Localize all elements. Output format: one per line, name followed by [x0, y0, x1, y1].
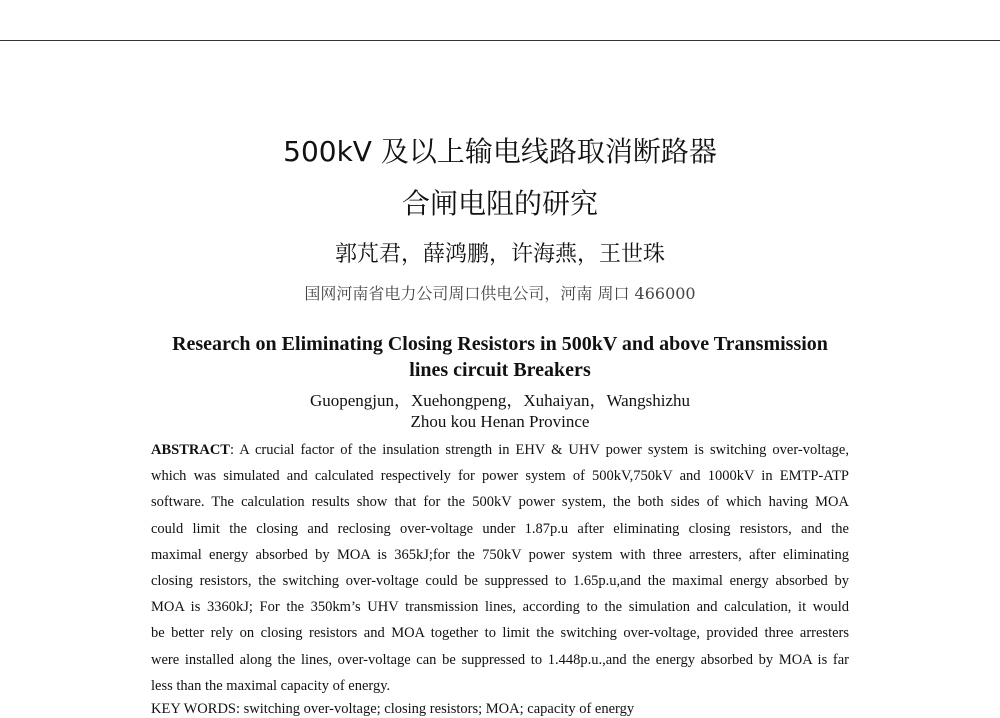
abstract-line: MOA is 3360kJ; For the 350km’s UHV transmission lines, according to the simulation and calculation, it would	[151, 599, 849, 616]
abstract-line: maximal energy absorbed by MOA is 365kJ;for the 750kV power system with three arresters, after eliminating	[151, 546, 849, 563]
header-rule	[0, 40, 1000, 41]
abstract-line	[151, 439, 849, 465]
authors-en: Guopengjun，Xuehongpeng，Xuhaiyan，Wangshizhu	[309, 391, 691, 410]
affiliation-cn: 国网河南省电力公司周口供电公司，河南 周口 466000	[304, 284, 696, 303]
title-cn-line-2: 合闸电阻的研究	[401, 187, 598, 220]
title-en-line-2: lines circuit Breakers	[409, 359, 591, 381]
abstract-line: were installed along the lines, over-voltage can be suppressed to 1.448p.u.,and the energy absorbed by MOA is far	[151, 651, 849, 668]
abstract-line: closing resistors, the switching over-voltage could be suppressed to 1.65p.u,and the maximal energy absorbed by	[151, 572, 849, 589]
abstract-text: : A crucial factor of the insulation strength in EHV & UHV power system is switching over-voltage,	[229, 442, 849, 458]
abstract-line: could limit the closing and reclosing over-voltage under 1.87p.u after eliminating closing resistors, and the	[151, 520, 849, 537]
abstract-line: be better rely on closing resistors and MOA together to limit the switching over-voltage, provided three arresters	[151, 625, 849, 642]
authors-cn: 郭芃君，薛鸿鹏，许海燕，王世珠	[334, 242, 665, 267]
abstract-label: ABSTRACT	[151, 442, 230, 458]
title-cn-line-1: 500kV 及以上输电线路取消断路器	[283, 135, 717, 168]
abstract-line: less than the maximal capacity of energy.	[151, 677, 391, 694]
abstract-line: which was simulated and calculated respectively for power system of 500kV,750kV and 1000kV in EMTP-ATP	[151, 468, 849, 485]
abstract	[151, 439, 849, 701]
title-en-line-1: Research on Eliminating Closing Resistors in 500kV and above Transmission	[172, 333, 828, 355]
location-en: Zhou kou Henan Province	[410, 412, 590, 431]
keywords: KEY WORDS: switching over-voltage; closing resistors; MOA; capacity of energy	[151, 701, 635, 717]
abstract-line: software. The calculation results show that for the 500kV power system, the both sides of which having MOA	[151, 494, 849, 511]
